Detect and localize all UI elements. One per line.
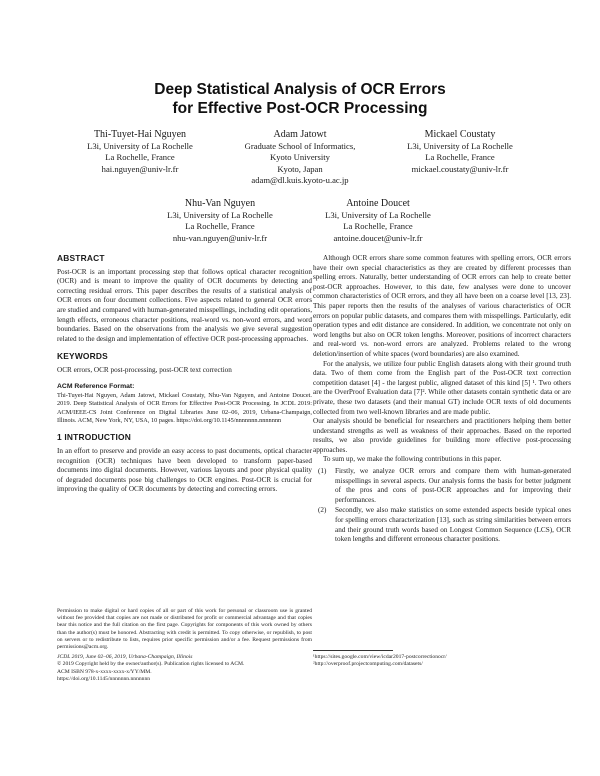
paragraph: For the analysis, we utilize four public English datasets along with their ground truth data. Two of them come from the English part of the Post-OCR text correction competition dataset [4] - the largest public, aligned dataset of this kind [5] ¹. Two others are the OverProof Evaluation data [7]². While other datasets contain synthetic data or are private, these two datasets (and their manual GT) include OCR texts of old documents collected from two well-known libraries and are made public. — [313, 359, 571, 416]
author-name: Antoine Doucet — [346, 198, 410, 209]
paper-title — [0, 80, 600, 118]
author-name: Adam Jatowt — [273, 129, 327, 140]
abstract-text: Post-OCR is an important processing step that follows optical character recognition (OCR) and is meant to improve the quality of OCR documents by detecting and correcting residual errors. This paper describes the results of a statistical analysis of OCR errors on four document collections. Five aspects related to general OCR errors are studied and compared with human-generated misspellings, including edit operations, length effects, erroneous character positions, real-word vs. non-word errors, and word boundaries. Based on the observations from the analysis we give several suggestion related to the design and implementation of effective OCR post-processing approaches. — [57, 267, 312, 343]
author-block — [303, 197, 453, 244]
right-column — [313, 254, 571, 546]
author-affiliation: L3i, University of La Rochelle — [407, 141, 513, 151]
permission-copyright: © 2019 Copyright held by the owner/author(s). Publication rights licensed to ACM. — [57, 661, 245, 668]
footnote-1[interactable]: ¹https://sites.google.com/view/icdar2017-postcorrectionocr/ — [313, 654, 447, 660]
author-email[interactable]: nhu-van.nguyen@univ-lr.fr — [172, 232, 268, 243]
keywords-heading: KEYWORDS — [57, 351, 108, 362]
footnote-rule — [313, 650, 393, 651]
keywords-text: OCR errors, OCR post-processing, post-OCR text correction — [57, 365, 232, 374]
author-block — [220, 128, 380, 186]
author-name: Thi-Tuyet-Hai Nguyen — [93, 129, 187, 140]
list-text: Firstly, we analyze OCR errors and compare them with human-generated misspellings in several aspects. Our analysis forms the basis for better judgment of the pros and cons of post-OCR approaches and for improving their performances. — [335, 467, 571, 504]
list-text: Secondly, we also make statistics on some extended aspects beside typical ones for spelling errors characterization [13], such as string similarities between errors and their ground truth words based on Longest Common Sequence (LCS), OCR token lengths and different erroneous character positions. — [335, 506, 571, 544]
author-affiliation: L3i, University of La Rochelle — [325, 210, 431, 220]
contribution-list — [313, 467, 571, 545]
author-email[interactable]: hai.nguyen@univ-lr.fr — [101, 163, 179, 174]
list-item — [313, 506, 571, 544]
paragraph: Our analysis should be beneficial for researchers and practitioners helping them better understand strengths as well as weakness of their approaches. Based on the reported results, we also provide guidelines for building more effective post-processing approaches. — [313, 417, 571, 454]
author-email[interactable]: mickael.coustaty@univ-lr.fr — [411, 163, 509, 174]
footnote-2[interactable]: ²http://overproof.projectcomputing.com/datasets/ — [313, 661, 423, 668]
paragraph: Although OCR errors share some common features with spelling errors, OCR errors have their own special characteristics as they are created by different processes than spelling errors. Naturally, better understanding of OCR errors can help to create better post-OCR approaches. However, to this date, few analyses were done to uncover common characteristics of OCR errors, and they all have been on a coarse level [13, 23]. This paper reports then the results of the analyses of various characteristics of OCR errors on popular public datasets, and compares them with misspellings. Particularly, edit operation types and edit distance are considered. In addition, we concentrate not only on word lengths but also on OCR token lengths. Moreover, positions of incorrect characters and real-word vs. non-word errors are analyzed. Problems related to the wrong deletion/insertion of white spaces (word boundaries) are also examined. — [313, 254, 571, 358]
author-location: La Rochelle, France — [185, 221, 255, 232]
title-line-2: for Effective Post-OCR Processing — [172, 100, 428, 117]
list-item — [313, 467, 571, 505]
intro-heading: 1 INTRODUCTION — [57, 432, 131, 443]
reference-heading: ACM Reference Format: — [57, 382, 135, 390]
paragraph: To sum up, we make the following contributions in this paper. — [323, 455, 502, 464]
title-line-1: Deep Statistical Analysis of OCR Errors — [154, 81, 446, 98]
author-name: Nhu-Van Nguyen — [184, 198, 256, 209]
left-column — [57, 254, 312, 495]
author-affiliation: L3i, University of La Rochelle — [87, 141, 193, 151]
author-affiliation: L3i, University of La Rochelle — [167, 210, 273, 220]
author-affiliation: Graduate School of Informatics, — [244, 141, 356, 151]
author-affiliation-2: Kyoto University — [270, 152, 330, 163]
author-location: La Rochelle, France — [425, 152, 495, 163]
footnotes — [313, 650, 571, 668]
author-email[interactable]: adam@dl.kuis.kyoto-u.ac.jp — [251, 174, 349, 185]
permission-isbn: ACM ISBN 978-x-xxxx-xxxx-x/YY/MM. — [57, 668, 152, 675]
author-block — [380, 128, 540, 175]
author-block — [65, 128, 215, 175]
permission-venue: JCDL 2019, June 02–06, 2019, Urbana-Champaign, Illinois — [57, 654, 193, 661]
author-location: La Rochelle, France — [343, 221, 413, 232]
author-block — [145, 197, 295, 244]
permission-block — [57, 608, 312, 683]
permission-doi[interactable]: https://doi.org/10.1145/nnnnnnn.nnnnnnn — [57, 675, 151, 682]
permission-text: Permission to make digital or hard copies of all or part of this work for personal or classroom use is granted without fee provided that copies are not made or distributed for profit or commercial advantage and that copies bear this notice and the full citation on the first page. Copyrights for components of this work owned by others than the author(s) must be honored. Abstracting with credit is permitted. To copy otherwise, or republish, to post on servers or to redistribute to lists, requires prior specific permission and/or a fee. Request permissions from permissions@acm.org. — [57, 608, 312, 651]
intro-text: In an effort to preserve and provide an easy access to past documents, optical character recognition (OCR) techniques have been developed to transform paper-based documents into digital documents. However, various layouts and poor physical quality of degraded documents pose big challenges to OCR engines. Post-OCR is crucial for improving the quality of OCR documents by detecting and correcting errors. — [57, 446, 312, 494]
list-number: (1) — [318, 467, 327, 476]
abstract-heading: ABSTRACT — [57, 253, 105, 263]
author-location: Kyoto, Japan — [277, 163, 323, 174]
author-location: La Rochelle, France — [105, 152, 175, 163]
list-number: (2) — [318, 506, 327, 515]
author-email[interactable]: antoine.doucet@univ-lr.fr — [333, 232, 423, 243]
reference-text: Thi-Tuyet-Hai Nguyen, Adam Jatowt, Mickael Coustaty, Nhu-Van Nguyen, and Antoine Doucet. 2019. Deep Statistical Analysis of OCR Errors for Effective Post-OCR Processing. In JCDL 2019: ACM/IEEE-CS Joint Conference on Digital Libraries June 02–06, 2019, Urbana-Champaign, Illinois. ACM, New York, NY, USA, 10 pages. https://doi.org/10.1145/nnnnnnn.nnnnnnn — [57, 392, 312, 425]
author-name: Mickael Coustaty — [424, 129, 496, 140]
